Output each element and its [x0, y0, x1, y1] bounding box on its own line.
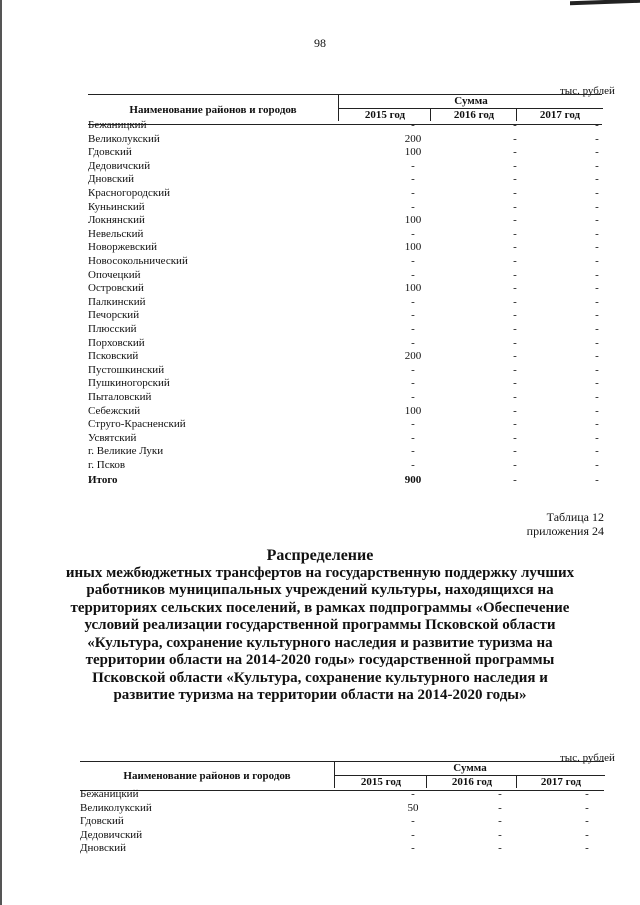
value-2016: - [513, 391, 517, 403]
value-2016: - [513, 159, 517, 172]
table-row [0, 377, 640, 390]
value-2017: - [595, 282, 599, 295]
value-2017: - [595, 391, 599, 403]
table-row [0, 418, 640, 431]
value-2017: - [595, 187, 599, 199]
value-2015: 50 [407, 801, 419, 814]
table1-header-year-2015: 2015 год [338, 109, 431, 121]
value-2015: - [411, 459, 415, 471]
district-name: г. Великие Луки [88, 445, 164, 458]
table-row [0, 815, 640, 828]
value-2015: 100 [404, 214, 422, 227]
table1-header-year-2016: 2016 год [430, 109, 517, 121]
district-name: Себежский [88, 404, 141, 417]
value-2016: - [513, 173, 517, 186]
value-2017: - [595, 173, 599, 186]
district-name: Великолукский [88, 132, 160, 145]
value-2015: - [411, 391, 415, 403]
district-name: Великолукский [80, 801, 152, 814]
table-row [0, 445, 640, 458]
value-2015: - [411, 159, 415, 172]
title-heading: Распределение [266, 547, 374, 564]
table-row [0, 146, 640, 159]
district-name: Плюсский [88, 323, 137, 335]
table-row [0, 282, 640, 295]
value-2016: - [513, 241, 517, 254]
table1-header-year-2017: 2017 год [516, 109, 603, 121]
appendix-number: приложения 24 [526, 524, 604, 538]
table-row [0, 842, 640, 855]
value-2016: - [513, 146, 517, 159]
value-2016: - [513, 431, 517, 444]
district-name: Локнянский [88, 214, 145, 227]
value-2016: - [513, 187, 517, 199]
value-2017: - [595, 309, 599, 322]
value-2016: - [498, 842, 502, 854]
district-name: Красногородский [88, 187, 171, 199]
table-row [0, 309, 640, 322]
district-name: Усвятский [88, 431, 137, 444]
value-2016: - [513, 363, 517, 376]
table2-header-year-2017: 2017 год [516, 776, 605, 788]
scan-corner-mark [570, 0, 640, 5]
value-2017: - [585, 788, 589, 800]
district-name: Дновский [88, 173, 135, 186]
value-2017: - [595, 363, 599, 376]
value-2015: - [411, 336, 415, 349]
table-row [0, 391, 640, 404]
table-row [0, 323, 640, 336]
value-2017: - [595, 377, 599, 390]
table-row [0, 788, 640, 801]
table-row [0, 160, 640, 173]
table-row [0, 364, 640, 377]
value-2016: - [498, 801, 502, 814]
value-2017: - [595, 295, 599, 308]
district-name: Псковский [88, 350, 139, 363]
value-2015: 900 [404, 474, 422, 486]
value-2015: 100 [404, 404, 422, 417]
value-2016: - [498, 828, 502, 841]
value-2016: - [513, 200, 517, 213]
table-row [0, 337, 640, 350]
value-2015: - [411, 323, 415, 335]
district-name: Итого [88, 474, 118, 486]
value-2017: - [595, 268, 599, 281]
value-2017: - [595, 241, 599, 254]
table-row [0, 173, 640, 186]
table-row [0, 405, 640, 418]
value-2017: - [595, 119, 599, 131]
value-2016: - [513, 377, 517, 390]
value-2017: - [595, 146, 599, 159]
title-line: «Культура, сохранение культурного наследия и развитие туризма на [87, 634, 553, 651]
value-2015: - [411, 842, 415, 854]
value-2017: - [595, 132, 599, 145]
value-2017: - [595, 404, 599, 417]
value-2016: - [513, 336, 517, 349]
value-2016: - [513, 227, 517, 240]
table-row [0, 432, 640, 445]
total-row [0, 474, 640, 487]
value-2016: - [513, 214, 517, 227]
value-2016: - [513, 323, 517, 335]
value-2017: - [595, 200, 599, 213]
district-name: Бежаницкий [88, 119, 147, 131]
table-row [0, 802, 640, 815]
value-2017: - [595, 227, 599, 240]
value-2017: - [585, 815, 589, 827]
table-row [0, 350, 640, 363]
value-2017: - [595, 214, 599, 227]
district-name: Невельский [88, 227, 144, 240]
value-2016: - [513, 295, 517, 308]
value-2016: - [513, 282, 517, 295]
table-row [0, 296, 640, 309]
value-2016: - [498, 815, 502, 827]
value-2015: 100 [404, 241, 422, 254]
value-2016: - [513, 418, 517, 431]
district-name: Дновский [80, 842, 127, 854]
value-2015: - [411, 268, 415, 281]
title-line: территории области на 2014-2020 годы» государственной программы [85, 652, 555, 668]
value-2016: - [513, 309, 517, 322]
value-2016: - [513, 474, 517, 486]
value-2016: - [513, 445, 517, 458]
value-2015: 200 [404, 132, 422, 145]
table-row [0, 119, 640, 132]
title-line: иных межбюджетных трансфертов на государственную поддержку лучших [65, 564, 575, 581]
table2-header-name: Наименование районов и городов [123, 770, 291, 782]
value-2016: - [513, 255, 517, 267]
district-name: Гдовский [80, 815, 124, 827]
value-2016: - [513, 459, 517, 471]
table2-header-year-2016: 2016 год [426, 776, 517, 788]
district-name: Опочецкий [88, 268, 141, 281]
district-name: Струго-Красненский [88, 418, 186, 431]
title-line: условий реализации государственной программы Псковской области [84, 617, 556, 633]
value-2017: - [595, 474, 599, 486]
value-2017: - [595, 445, 599, 458]
value-2017: - [595, 431, 599, 444]
district-name: Порховский [88, 336, 145, 349]
value-2015: - [411, 227, 415, 240]
value-2017: - [585, 828, 589, 841]
table-row [0, 228, 640, 241]
table-row [0, 133, 640, 146]
value-2016: - [513, 268, 517, 281]
table2-header-sum: Сумма [334, 762, 605, 776]
value-2015: - [411, 309, 415, 322]
value-2015: - [411, 377, 415, 390]
value-2015: 200 [404, 350, 422, 363]
table-row [0, 201, 640, 214]
value-2015: 100 [404, 146, 422, 159]
district-name: Островский [88, 282, 144, 295]
table-row [0, 255, 640, 268]
value-2015: - [411, 119, 415, 131]
document-title [0, 547, 640, 705]
district-name: Печорский [88, 309, 140, 322]
district-name: Новоржевский [88, 241, 158, 254]
value-2015: 100 [404, 282, 422, 295]
value-2016: - [513, 350, 517, 363]
table-row [0, 214, 640, 227]
district-name: Дедовичский [80, 828, 143, 841]
value-2015: - [411, 187, 415, 199]
value-2016: - [498, 788, 502, 800]
title-line: работников муниципальных учреждений культуры, находящихся на [86, 582, 554, 598]
table1-header-name: Наименование районов и городов [129, 103, 297, 116]
table-row [0, 241, 640, 254]
table1-unit: тыс. рублей [560, 85, 615, 97]
table2-header-year-2015: 2015 год [334, 776, 427, 788]
table-row [0, 187, 640, 200]
value-2017: - [595, 323, 599, 335]
district-name: Дедовичский [88, 159, 151, 172]
value-2015: - [411, 418, 415, 431]
value-2017: - [595, 336, 599, 349]
value-2015: - [411, 445, 415, 458]
value-2017: - [595, 159, 599, 172]
district-name: Пыталовский [88, 391, 152, 403]
district-name: Палкинский [88, 295, 146, 308]
value-2017: - [595, 255, 599, 267]
table-row [0, 269, 640, 282]
value-2015: - [411, 431, 415, 444]
value-2016: - [513, 119, 517, 131]
table-row [0, 829, 640, 842]
district-name: Пустошкинский [88, 363, 165, 376]
value-2016: - [513, 132, 517, 145]
title-line: развитие туризма на территории области на 2014-2020 годы» [113, 687, 527, 703]
table-row [0, 459, 640, 472]
title-line: Псковской области «Культура, сохранение культурного наследия и [92, 669, 548, 686]
value-2017: - [595, 459, 599, 471]
table-number: Таблица 12 [546, 510, 604, 524]
value-2015: - [411, 173, 415, 186]
table2-header [80, 761, 604, 791]
value-2015: - [411, 788, 415, 800]
value-2017: - [585, 842, 589, 854]
value-2015: - [411, 815, 415, 827]
district-name: Пушкиногорский [88, 377, 170, 390]
district-name: Гдовский [88, 146, 132, 159]
value-2015: - [411, 828, 415, 841]
value-2015: - [411, 295, 415, 308]
table2-unit: тыс. рублей [560, 752, 615, 764]
value-2017: - [585, 801, 589, 814]
table1-header-sum: Сумма [338, 95, 603, 109]
value-2016: - [513, 404, 517, 417]
title-line: территориях сельских поселений, в рамках подпрограммы «Обеспечение [70, 599, 570, 616]
page-number: 98 [314, 36, 326, 50]
district-name: Бежаницкий [80, 788, 139, 800]
value-2017: - [595, 350, 599, 363]
district-name: Новосокольнический [88, 255, 188, 267]
district-name: Куньинский [88, 200, 145, 213]
value-2015: - [411, 255, 415, 267]
value-2015: - [411, 363, 415, 376]
district-name: г. Псков [88, 459, 126, 471]
value-2017: - [595, 418, 599, 431]
table-reference [527, 510, 604, 538]
value-2015: - [411, 200, 415, 213]
